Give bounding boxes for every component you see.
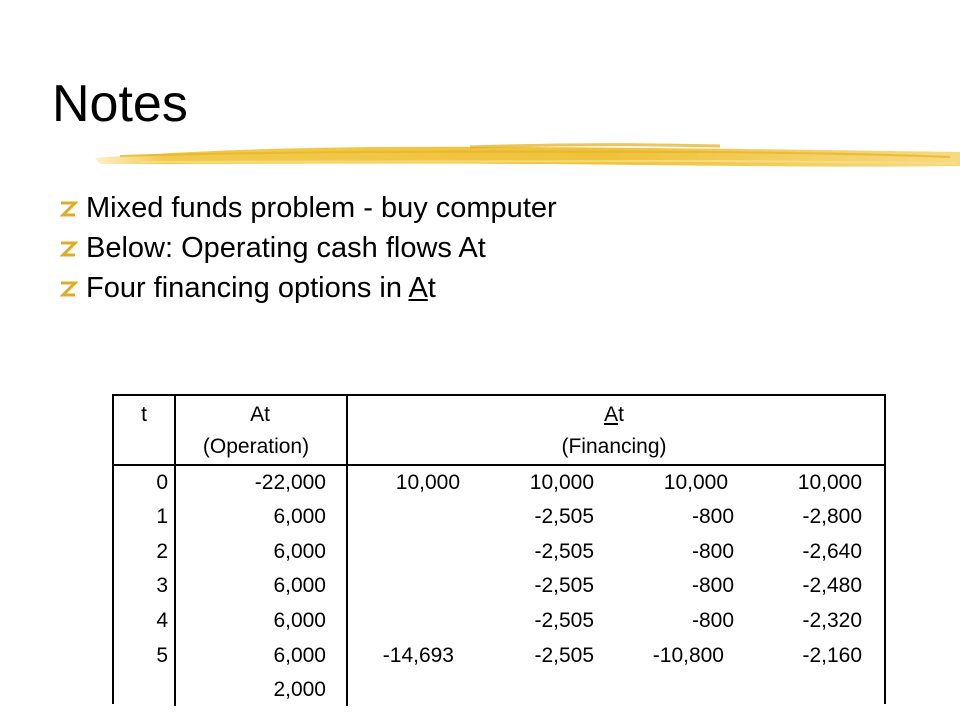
bullet-text-part: t — [427, 271, 436, 304]
bullet-text-part: Four financing options in — [86, 271, 409, 304]
header-financing-top — [604, 404, 624, 425]
z-bullet-icon — [58, 199, 78, 219]
cell-operation: 2,000 — [273, 678, 326, 701]
bullet-text-underlined: A — [408, 271, 428, 304]
cell-financing-3: -800 — [691, 540, 734, 563]
cell-t: 0 — [156, 471, 168, 494]
cell-t: 1 — [156, 505, 168, 528]
cell-t: 2 — [156, 540, 168, 563]
cell-financing-3: -800 — [691, 574, 734, 597]
column-divider — [174, 396, 176, 706]
z-bullet-icon — [58, 279, 78, 299]
bullet-list — [58, 188, 557, 308]
bullet-item — [58, 268, 557, 308]
header-divider — [114, 464, 884, 466]
cell-operation: 6,000 — [273, 574, 326, 597]
cell-financing-2: 10,000 — [529, 471, 594, 494]
bullet-text: Mixed funds problem - buy computer — [86, 191, 557, 224]
header-t: t — [141, 403, 147, 426]
cell-financing-3: 10,000 — [663, 471, 728, 494]
cell-financing-4: -2,800 — [802, 505, 862, 528]
bullet-item — [58, 188, 557, 228]
cell-financing-3: -10,800 — [652, 644, 724, 667]
cell-operation: 6,000 — [273, 644, 326, 667]
cell-financing-2: -2,505 — [534, 609, 594, 632]
cash-flow-table — [112, 394, 886, 704]
cell-financing-1: 10,000 — [395, 471, 460, 494]
cell-financing-4: 10,000 — [797, 471, 862, 494]
column-divider — [346, 396, 348, 706]
cell-financing-4: -2,480 — [802, 574, 862, 597]
cell-financing-3: -800 — [691, 505, 734, 528]
cell-financing-1: -14,693 — [382, 644, 454, 667]
cell-financing-2: -2,505 — [534, 574, 594, 597]
bullet-text: Below: Operating cash flows At — [86, 231, 486, 264]
cell-operation: 6,000 — [273, 540, 326, 563]
z-bullet-icon — [58, 239, 78, 259]
cell-financing-3: -800 — [691, 609, 734, 632]
cell-t: 5 — [156, 644, 168, 667]
cell-operation: 6,000 — [273, 609, 326, 632]
cell-financing-4: -2,640 — [802, 540, 862, 563]
header-financing-top-rest: t — [618, 403, 624, 426]
cell-t: 3 — [156, 574, 168, 597]
header-financing-top-underlined: A — [604, 403, 619, 426]
cell-operation: 6,000 — [273, 505, 326, 528]
header-operation-bottom: (Operation) — [202, 435, 310, 458]
cell-t: 4 — [156, 609, 168, 632]
bullet-item — [58, 228, 557, 268]
header-financing-bottom: (Financing) — [561, 435, 667, 458]
title-underline-brush — [0, 132, 960, 182]
bullet-text — [86, 272, 436, 305]
cell-financing-4: -2,160 — [802, 644, 862, 667]
slide-title: Notes — [52, 75, 188, 133]
cell-financing-2: -2,505 — [534, 505, 594, 528]
cell-financing-4: -2,320 — [802, 609, 862, 632]
header-operation-top: At — [250, 403, 270, 426]
cell-financing-2: -2,505 — [534, 540, 594, 563]
cell-operation: -22,000 — [254, 471, 326, 494]
cell-financing-2: -2,505 — [534, 644, 594, 667]
